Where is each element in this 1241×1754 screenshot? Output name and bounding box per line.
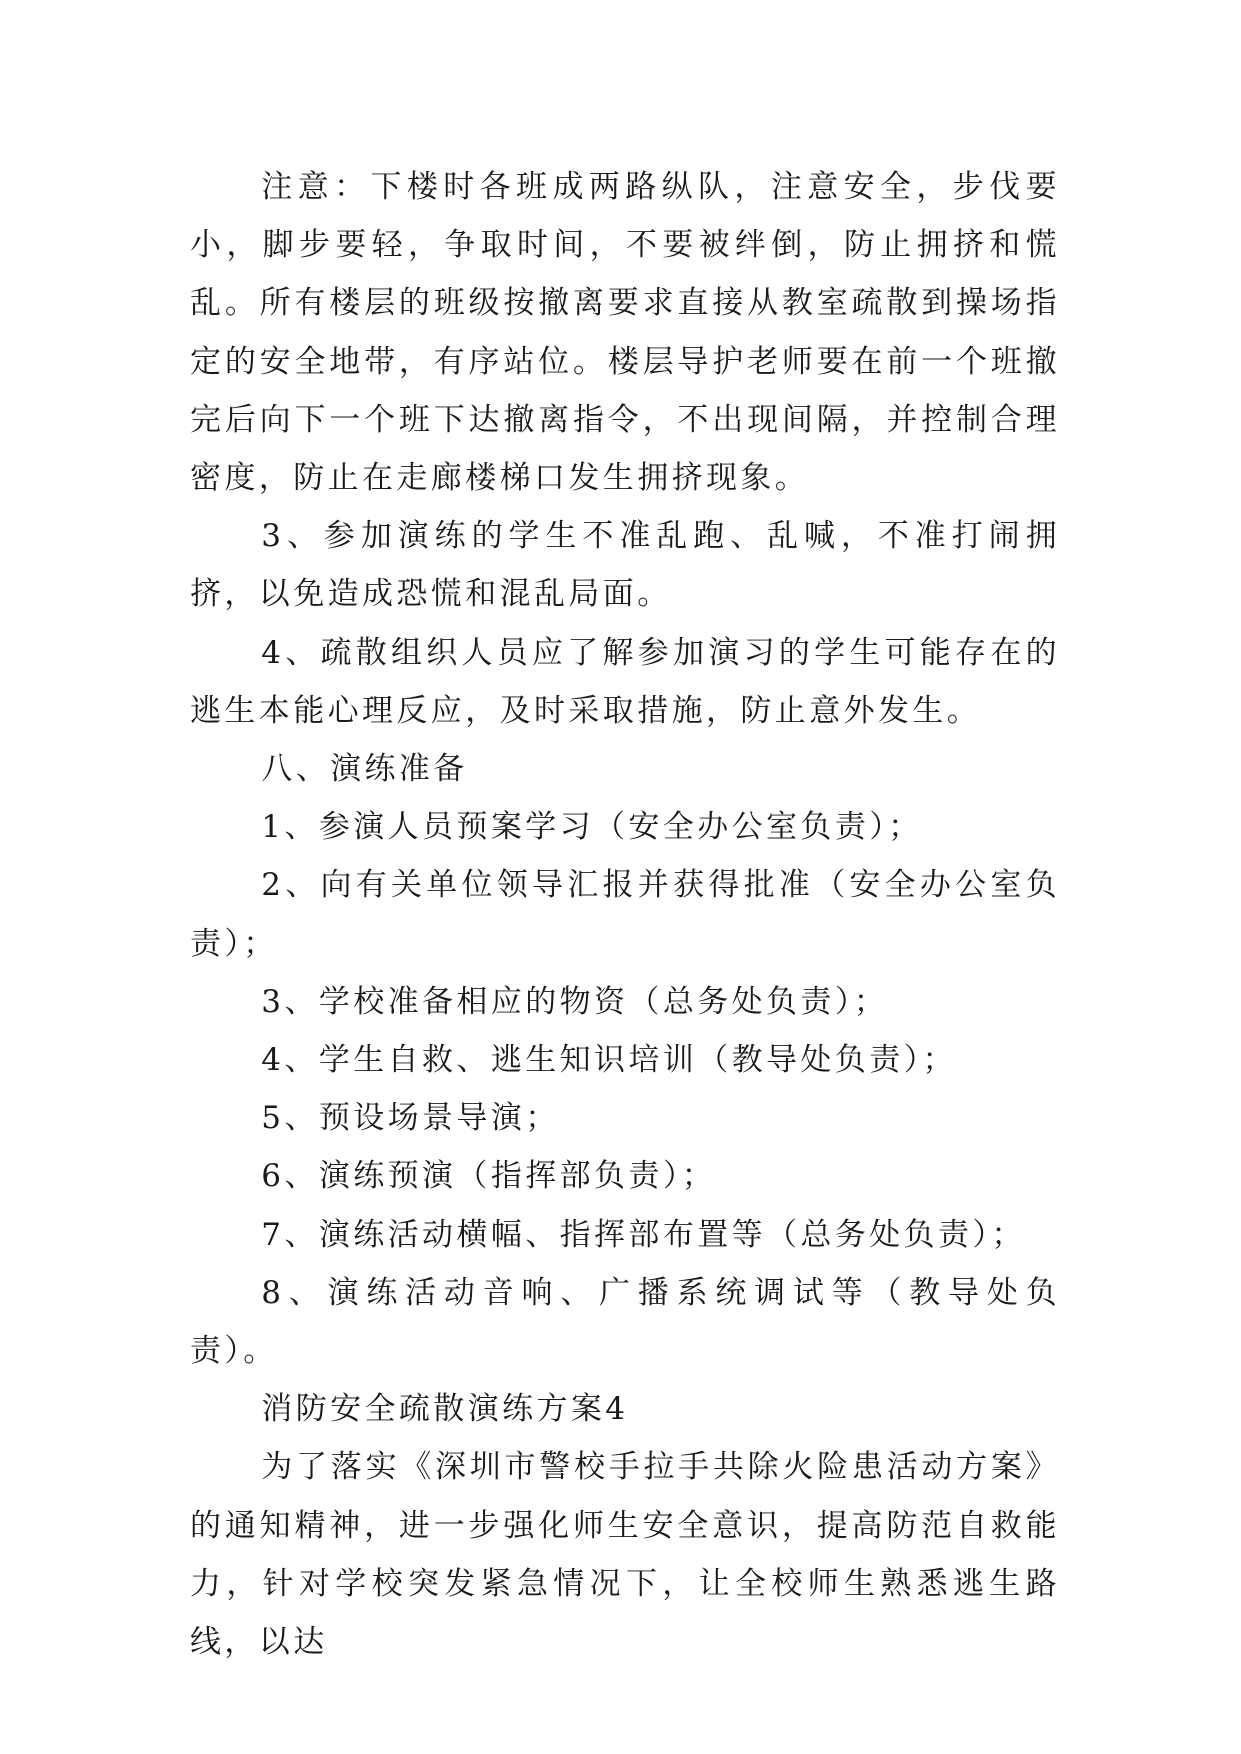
list-item-prep-2: 2、向有关单位领导汇报并获得批准（安全办公室负责）； (190, 867, 1060, 962)
list-item-prep-5: 5、预设场景导演； (261, 1100, 560, 1137)
paragraph-item-4-organizers: 4、疏散组织人员应了解参加演习的学生可能存在的逃生本能心理反应，及时采取措施，防止意外发生。 (190, 634, 1060, 729)
section-title-plan-4: 消防安全疏散演练方案4 (261, 1391, 629, 1428)
paragraph-item-3-no-running: 3、参加演练的学生不准乱跑、乱喊，不准打闹拥挤，以免造成恐慌和混乱局面。 (190, 518, 1060, 613)
list-item-prep-3: 3、学校准备相应的物资（总务处负责）； (261, 983, 889, 1020)
list-item-prep-1: 1、参演人员预案学习（安全办公室负责）； (261, 809, 923, 846)
paragraph-evacuation-notice: 注意：下楼时各班成两路纵队，注意安全，步伐要小，脚步要轻，争取时间，不要被绊倒，防止拥挤和慌乱。所有楼层的班级按撤离要求直接从教室疏散到操场指定的安全地带，有序站位。楼层导护老师要在前一个班撤完后向下一个班下达撤离指令，不出现间隔，并控制合理密度，防止在走廊楼梯口发生拥挤现象。 (190, 169, 1060, 497)
list-item-prep-7: 7、演练活动横幅、指挥部布置等（总务处负责）； (261, 1216, 1026, 1253)
section-heading-drill-preparation: 八、演练准备 (261, 751, 468, 788)
list-item-prep-6: 6、演练预演（指挥部负责）； (261, 1158, 717, 1195)
document-body (190, 158, 1060, 1671)
paragraph-plan-4-intro: 为了落实《深圳市警校手拉手共除火险患活动方案》的通知精神，进一步强化师生安全意识，提高防范自救能力，针对学校突发紧急情况下，让全校师生熟悉逃生路线，以达 (190, 1449, 1060, 1661)
list-item-prep-4: 4、学生自救、逃生知识培训（教导处负责）； (261, 1042, 957, 1079)
list-item-prep-8: 8、演练活动音响、广播系统调试等（教导处负责）。 (190, 1274, 1060, 1370)
